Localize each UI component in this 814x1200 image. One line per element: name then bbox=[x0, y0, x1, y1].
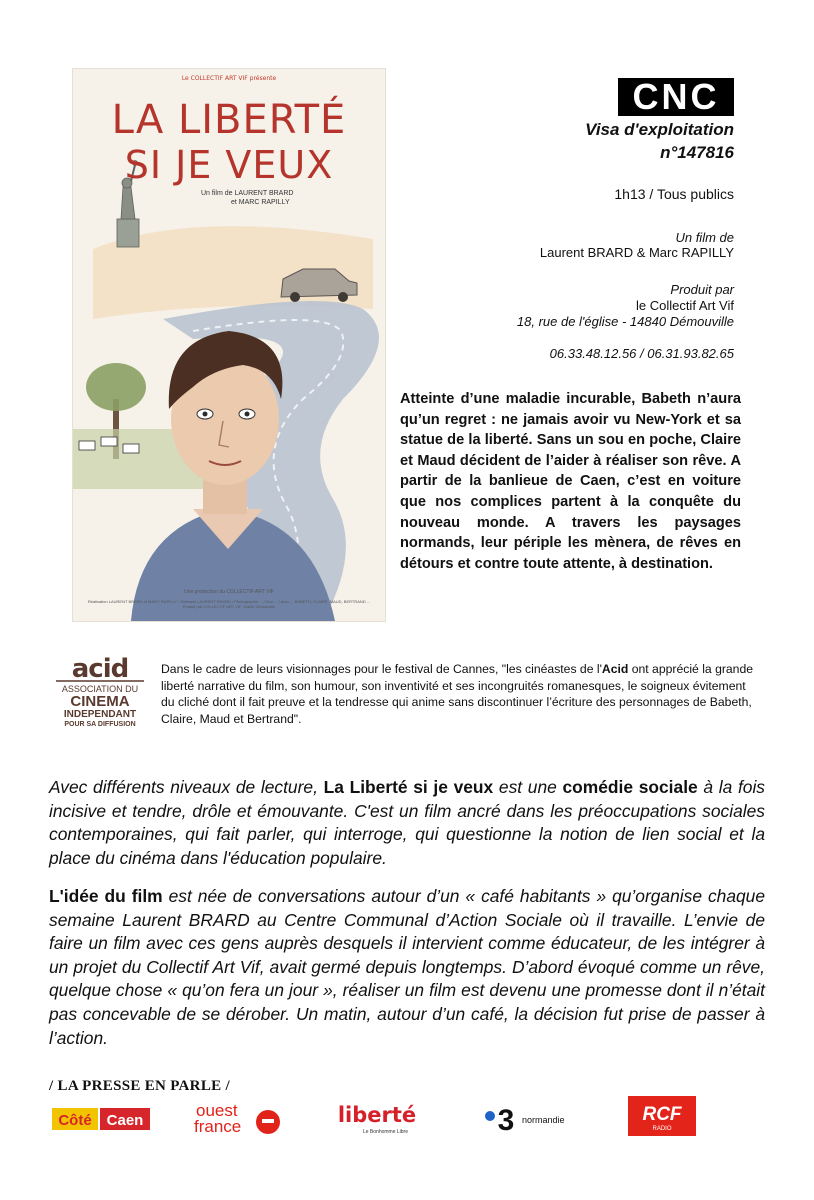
cnc-logo-text: CNC bbox=[632, 78, 720, 116]
poster-title-line2: SI JE VEUX bbox=[124, 143, 334, 187]
film-by-label: Un film de bbox=[675, 230, 734, 245]
directors: Laurent BRARD & Marc RAPILLY bbox=[539, 245, 734, 260]
poster-credit-line1: Un film de LAURENT BRARD bbox=[201, 190, 294, 197]
acid-logo bbox=[50, 655, 150, 729]
cote-caen-logo bbox=[52, 1106, 150, 1132]
produced-by-label: Produit par bbox=[670, 282, 734, 297]
producer-name: le Collectif Art Vif bbox=[635, 298, 734, 313]
poster-credit-line2: et MARC RAPILLY bbox=[231, 199, 290, 206]
acid-bold: Acid bbox=[601, 662, 629, 676]
producer-address: 18, rue de l'église - 14840 Démouville bbox=[516, 314, 734, 329]
film-poster bbox=[72, 68, 386, 622]
svg-text:normandie: normandie bbox=[522, 1115, 565, 1125]
poster-production: Une production du COLLECTIF ART VIF bbox=[184, 589, 274, 595]
svg-text:Le Bonhomme Libre: Le Bonhomme Libre bbox=[362, 1129, 408, 1135]
poster-title-line1: LA LIBERTÉ bbox=[111, 97, 347, 143]
press-heading: / LA PRESSE EN PARLE / bbox=[49, 1078, 230, 1094]
svg-text:POUR SA DIFFUSION: POUR SA DIFFUSION bbox=[64, 721, 136, 728]
cnc-logo bbox=[618, 78, 734, 116]
svg-text:RCF: RCF bbox=[642, 1104, 682, 1125]
france3-normandie-logo bbox=[482, 1100, 576, 1136]
svg-text:ouest: ouest bbox=[196, 1101, 238, 1120]
poster-credit bbox=[201, 189, 341, 207]
svg-text:Côté: Côté bbox=[58, 1112, 92, 1129]
svg-text:INDEPENDANT: INDEPENDANT bbox=[63, 709, 137, 720]
svg-text:3: 3 bbox=[497, 1104, 515, 1136]
svg-text:RADIO: RADIO bbox=[652, 1126, 672, 1132]
liberte-logo bbox=[336, 1100, 418, 1136]
svg-text:ASSOCIATION DU: ASSOCIATION DU bbox=[61, 684, 139, 694]
svg-text:Caen: Caen bbox=[106, 1112, 144, 1129]
contact-phones: 06.33.48.12.56 / 06.31.93.82.65 bbox=[549, 346, 734, 361]
paragraph-comedie-sociale: Avec différents niveaux de lecture, La Liberté si je veux est une comédie sociale à la fois incisive et tendre, drôle et émouvante. C'est un film ancré dans les préoccupations sociales contemporaines, qui fait parler, qui interroge, qui questionne la notion de lien social et la place du cinéma dans l'éducation populaire. bbox=[49, 777, 766, 868]
acid-quote: Dans le cadre de leurs visionnages pour le festival de Cannes, "les cinéastes de l'Acid ont apprécié la grande liberté narrative du film, son humour, son inventivité et ses incongruités romanesques, le soigneux évitement du cliché dont il fait preuve et la tendresse qui anime sans discontinuer l’écriture des personnages de Babeth, Claire, Maud et Bertrand". bbox=[161, 662, 754, 726]
rcf-logo bbox=[628, 1096, 696, 1136]
paragraph-idee-du-film: L'idée du film est née de conversations autour d’un « café habitants » qu’organise chaque semaine Laurent BRARD au Centre Communal d’Action Sociale où il travaille. L’envie de faire un film avec ces gens auprès desquels il intervient comme éducateur, de les intégrer à un projet du Collectif Art Vif, avait germé depuis longtemps. D’abord évoqué comme un rêve, quelque chose « qu’on fera un jour », réaliser un film est devenu une promesse dont il n’était pas concevable de se dérober. Un matin, autour d’un café, la décision fut prise de passer à l’action. bbox=[49, 886, 766, 1048]
poster-billing-block: Réalisation LAURENT BRARD et MARC RAPILLY / Scénario LAURENT BRARD / Photographie ... / Son ... / Avec ... BABETH, CLAIRE, MAUD, BERTRAND ... Produit par COLLECTIF ART VIF, 14840 Démouville bbox=[87, 599, 371, 609]
svg-text:CINEMA: CINEMA bbox=[70, 693, 130, 710]
visa-label: Visa d'exploitation bbox=[585, 120, 734, 139]
ouest-france-logo bbox=[192, 1100, 282, 1136]
acid-logo-word: acid bbox=[71, 655, 129, 684]
synopsis: Atteinte d’une maladie incurable, Babeth n’aura qu’un regret : ne jamais avoir vu New-York et sa statue de la liberté. Sans un sou en poche, Claire et Maud décident de l’aider à réaliser son rêve. A partir de la banlieue de Caen, c’est en voiture que nos complices partent à la conquête du nouveau monde. A travers les paysages normands, leur périple les mènera, de rêves en détours et contre toute attente, à destination. bbox=[400, 391, 741, 572]
visa-number: n°147816 bbox=[660, 143, 734, 162]
poster-presenter: Le COLLECTIF ART VIF présente bbox=[181, 75, 277, 82]
svg-text:france: france bbox=[194, 1117, 242, 1136]
duration-rating: 1h13 / Tous publics bbox=[614, 186, 734, 202]
svg-text:liberté: liberté bbox=[337, 1103, 417, 1127]
